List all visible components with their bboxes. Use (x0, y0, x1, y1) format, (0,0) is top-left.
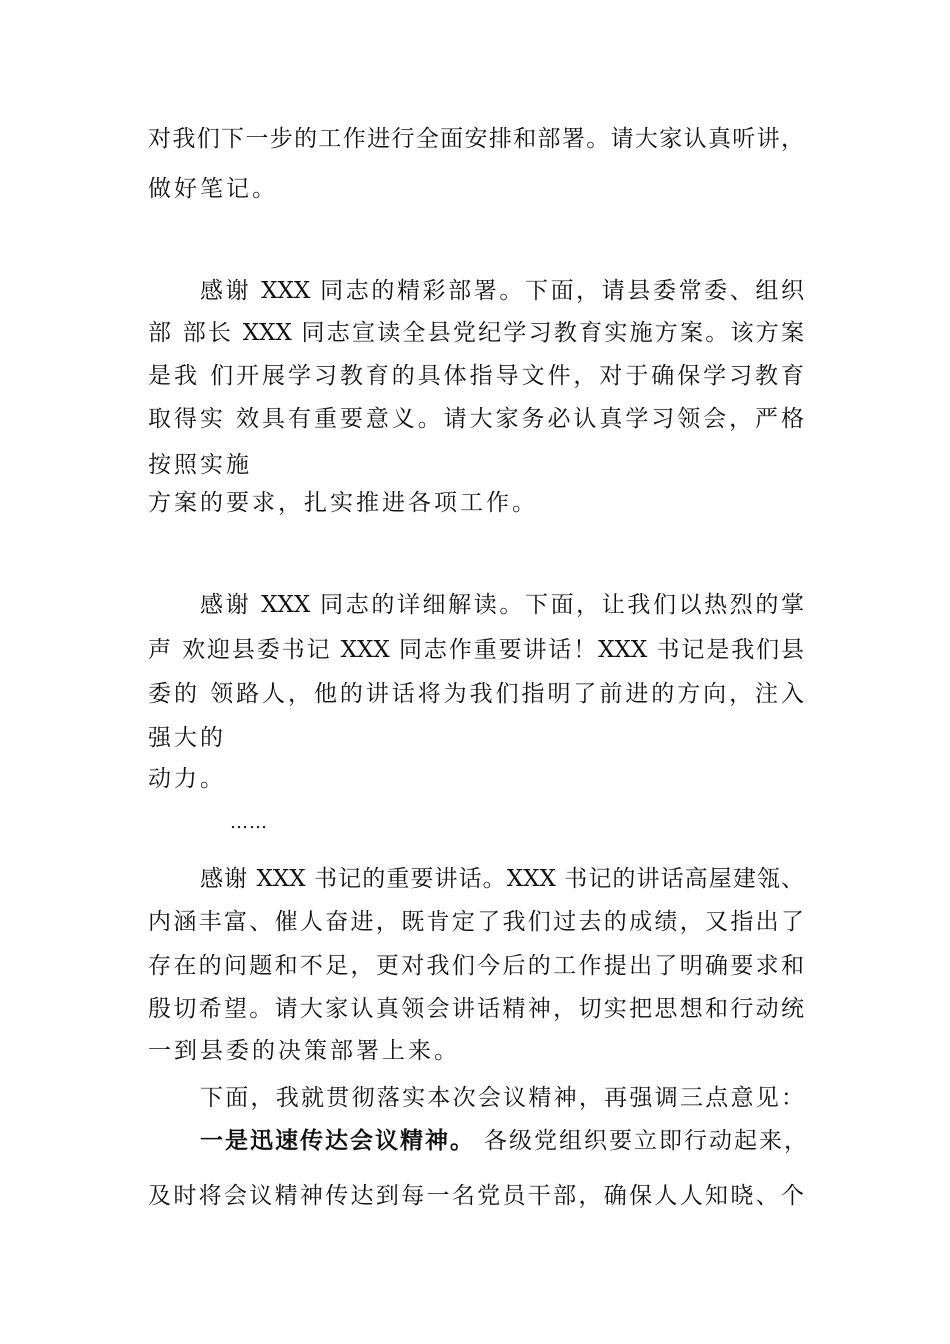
text-line: 部 部长 XXX 同志宣读全县党纪学习教育实施方案。该方案 (148, 320, 804, 346)
text-line: 各级党组织要立即行动起来， (484, 1128, 809, 1154)
text-line: 方案的要求，扎实推进各项工作。 (148, 490, 538, 516)
text-line: 及时将会议精神传达到每一名党员干部，确保人人知晓、个 (148, 1183, 804, 1209)
text-line: 声 欢迎县委书记 XXX 同志作重要讲话！XXX 书记是我们县 (148, 637, 804, 663)
text-line: 是我 们开展学习教育的具体指导文件，对于确保学习教育 (148, 363, 804, 389)
text-line: 做好笔记。 (148, 176, 278, 202)
ellipsis: …… (230, 812, 268, 833)
text-line: 强大的 (148, 725, 226, 751)
text-line: 下面，我就贯彻落实本次会议精神，再强调三点意见： (200, 1085, 804, 1111)
text-line: 委的 领路人，他的讲话将为我们指明了前进的方向，注入 (148, 681, 804, 707)
text-line: 按照实施 (148, 452, 252, 478)
text-line: 动力。 (148, 766, 226, 792)
bold-heading: 一是迅速传达会议精神。 (200, 1127, 475, 1154)
text-line: 感谢 XXX 同志的详细解读。下面，让我们以热烈的掌 (200, 592, 804, 618)
text-line: 一到县委的决策部署上来。 (148, 1038, 460, 1064)
text-line: 殷切希望。请大家认真领会讲话精神，切实把思想和行动统 (148, 996, 804, 1022)
text-line: 存在的问题和不足，更对我们今后的工作提出了明确要求和 (148, 953, 804, 979)
text-line: 取得实 效具有重要意义。请大家务必认真学习领会，严格 (148, 406, 804, 432)
text-line: 内涵丰富、催人奋进，既肯定了我们过去的成绩，又指出了 (148, 909, 804, 935)
text-line: 对我们下一步的工作进行全面安排和部署。请大家认真听讲， (148, 126, 804, 152)
text-line: 感谢 XXX 书记的重要讲话。XXX 书记的讲话高屋建瓴、 (200, 866, 804, 892)
text-line: 感谢 XXX 同志的精彩部署。下面，请县委常委、组织 (200, 278, 804, 304)
